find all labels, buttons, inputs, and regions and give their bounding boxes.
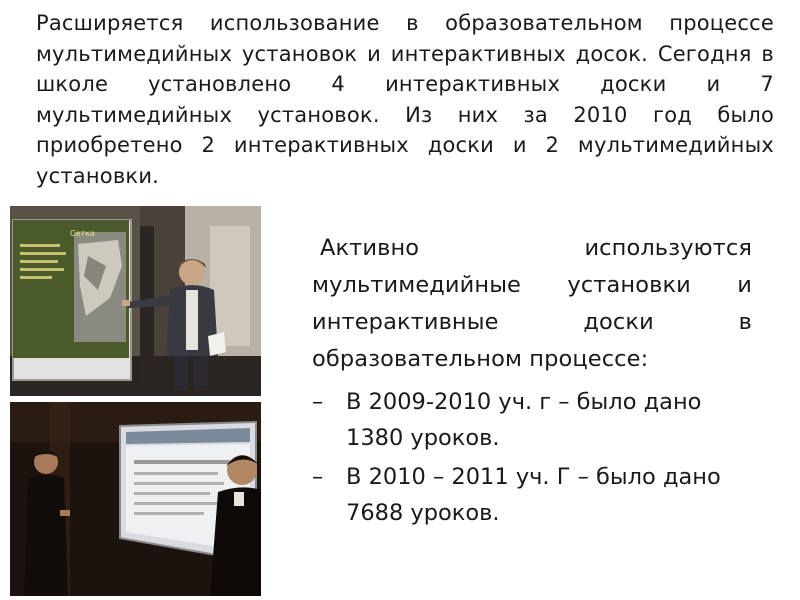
list-item	[312, 459, 752, 531]
photo-1-illustration	[10, 206, 261, 396]
photo-student-at-interactive-board	[10, 206, 261, 396]
usage-list	[312, 384, 752, 531]
slide-title: Сетка	[70, 229, 95, 238]
bullet-marker: –	[312, 464, 324, 490]
usage-intro: Активно используются мультимедийные установки и интерактивные доски в образовательном процессе:	[312, 235, 752, 372]
bullet-marker: –	[312, 389, 324, 415]
photo-teachers-at-projected-screen	[10, 402, 261, 596]
list-item-text: В 2010 – 2011 уч. Г – было дано 7688 уроков.	[346, 464, 721, 526]
list-item-text: В 2009-2010 уч. г – было дано 1380 уроков.	[346, 389, 702, 451]
intro-paragraph: Расширяется использование в образовательном процессе мультимедийных установок и интерактивных досок. Сегодня в школе установлено 4 интерактивных доски и 7 мультимедийных установок. Из них за 2010 год было приобретено 2 интерактивных доски и 2 мультимедийных установки.	[36, 11, 774, 188]
photo-2-illustration	[10, 402, 261, 596]
list-item	[312, 384, 752, 456]
usage-section	[312, 230, 752, 534]
